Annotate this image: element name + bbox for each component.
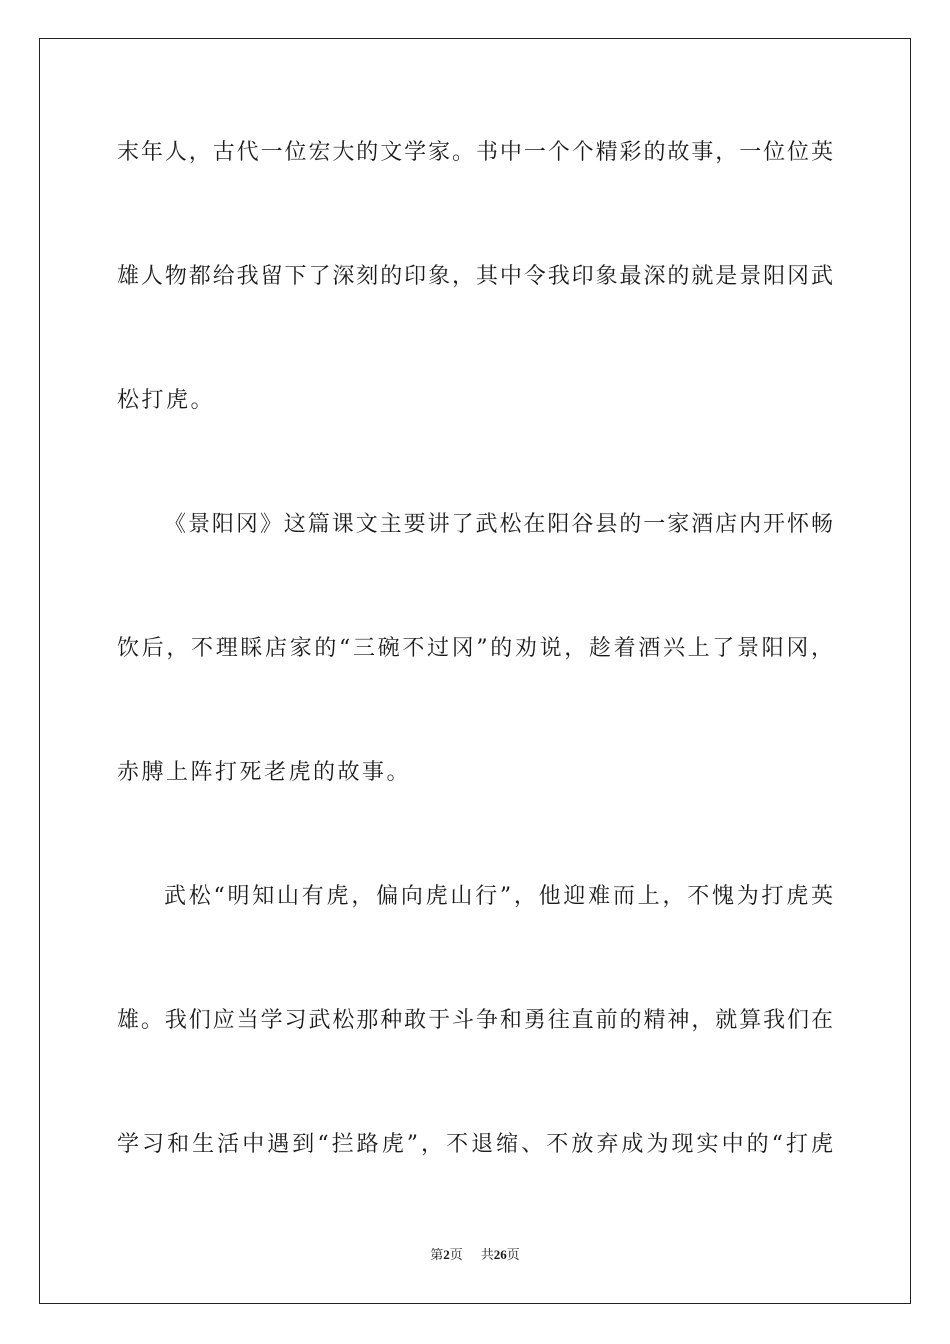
total-pages: 26 [493,1247,507,1262]
text-line-9: 学习和生活中遇到“拦路虎”，不退缩、不放弃成为现实中的“打虎 [117,1132,833,1157]
total-prefix: 共 [480,1248,494,1263]
text-line-3: 松打虎。 [117,388,216,413]
page-footer [0,1246,950,1265]
text-line-4: 《景阳冈》这篇课文主要讲了武松在阳谷县的一家酒店内开怀畅 [164,512,833,537]
text-line-6: 赤膊上阵打死老虎的故事。 [117,760,412,785]
page-suffix: 页 [449,1248,463,1263]
text-line-8: 雄。我们应当学习武松那种敢于斗争和勇往直前的精神，就算我们在 [117,1008,833,1033]
text-line-2: 雄人物都给我留下了深刻的印象，其中令我印象最深的就是景阳冈武 [117,264,833,289]
text-line-7: 武松“明知山有虎，偏向虎山行”，他迎难而上，不愧为打虎英 [164,884,833,909]
text-line-1: 末年人，古代一位宏大的文学家。书中一个个精彩的故事，一位位英 [117,140,833,165]
page-number: 2 [443,1247,450,1262]
text-line-5: 饮后，不理睬店家的“三碗不过冈”的劝说，趁着酒兴上了景阳冈， [117,636,833,661]
page-prefix: 第 [430,1248,444,1263]
total-suffix: 页 [506,1248,520,1263]
page-border [39,38,911,1304]
